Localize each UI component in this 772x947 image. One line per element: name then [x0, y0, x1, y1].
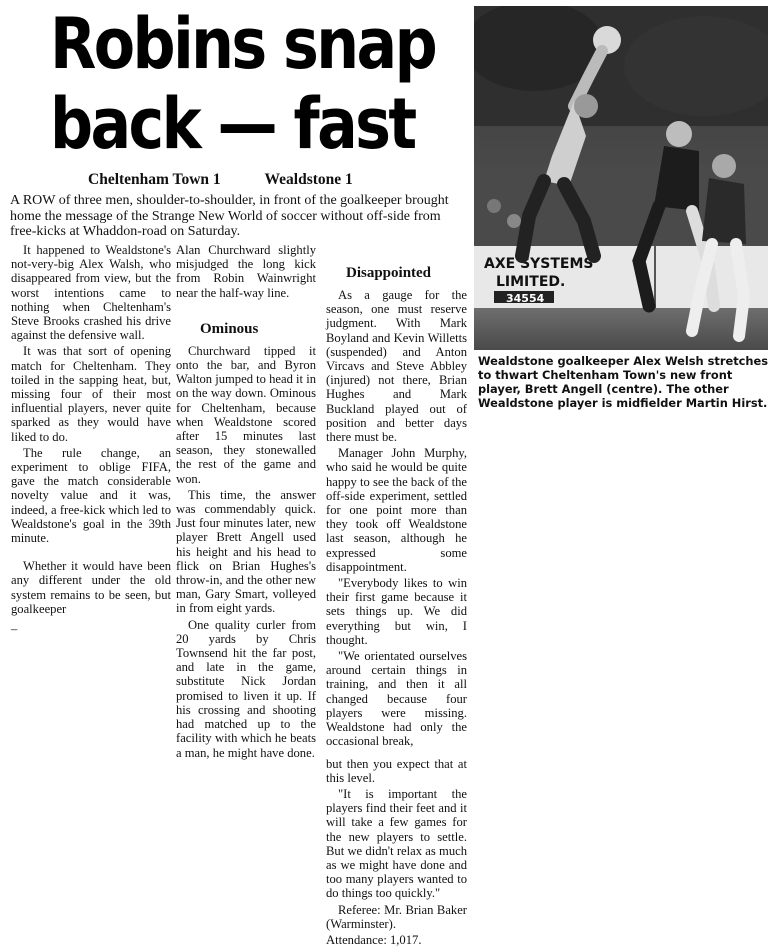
article-column-1: [11, 243, 171, 636]
match-photo: [474, 6, 768, 350]
article-column-2: [176, 243, 316, 760]
paragraph: Whether it would have been any different under the old system remains to be seen, but goalkeeper: [11, 559, 171, 616]
away-team-score: Wealdstone 1: [264, 171, 353, 188]
intro-paragraph: A ROW of three men, shoulder-to-shoulder, in front of the goalkeeper brought home the message of the Strange New World of soccer without off-side from free-kicks at Whaddon-road on Saturday.: [10, 193, 449, 239]
paragraph: It was that sort of opening match for Cheltenham. They toiled in the sapping heat, but, missing four of their most influential players, never quite sparked as they would have liked to do.: [11, 344, 171, 444]
article-column-3: [326, 264, 467, 947]
home-team-score: Cheltenham Town 1: [88, 171, 221, 188]
paragraph: As a gauge for the season, one must reserve judgment. With Mark Boyland and Kevin Willetts (suspended) and Anton Vircavs and Steve Abbley (injured) not there, Brian Hughes and Mark Buckland played out of position and better days there must be.: [326, 288, 467, 445]
paragraph: "We orientated ourselves around certain things in training, and then it all changed because four players were missing. Wealdstone had only the occasional break,: [326, 649, 467, 749]
paragraph: Churchward tipped it onto the bar, and Byron Walton jumped to head it in on the way down. Ominous for Cheltenham, because when Wealdstone scored after 15 minutes last season, they stonewalled the rest of the game and won.: [176, 343, 316, 486]
headline: [50, 3, 436, 165]
headline-line-1: Robins snap: [50, 3, 436, 85]
photo-caption: Wealdstone goalkeeper Alex Welsh stretches to thwart Cheltenham Town's new front player, Brett Angell (centre). The other Wealdstone player is midfielder Martin Hirst.: [478, 354, 769, 410]
paragraph: Alan Churchward slightly misjudged the long kick from Robin Wainwright near the half-way line.: [176, 243, 316, 300]
paragraph: The rule change, an experiment to oblige FIFA, gave the match considerable novelty value and it was, indeed, a free-kick which led to Wealdstone's goal in the 39th minute.: [11, 445, 171, 546]
paragraph: Manager John Murphy, who said he would be quite happy to see the back of the off-side experiment, settled for one point more than they took off Wealdstone last season, although he expressed some disappointment.: [326, 446, 467, 574]
subhead-ominous: Ominous: [200, 320, 259, 337]
paragraph: "It is important the players find their feet and it will take a few games for the new players to settle. But we didn't relax as much as we might have done and too many players wanted to do things too quickly.": [326, 786, 467, 901]
match-photo-drawing: [474, 6, 768, 350]
paragraph: This time, the answer was commendably quick. Just four minutes later, new player Brett Angell used his height and his head to flick on Brian Hughes's throw-in, and the other new man, Gary Smart, volleyed in from eight yards.: [176, 487, 316, 616]
headline-line-2: back — fast: [50, 83, 415, 165]
scoreline: [88, 171, 468, 189]
paragraph: "Everybody likes to win their first game because it sets things up. We did everything but win, I thought.: [326, 576, 467, 647]
paragraph: Attendance: 1,017.: [326, 932, 422, 947]
column-divider-dash: –: [11, 622, 18, 637]
board-text-1: AXE SYSTEMS: [484, 256, 594, 272]
paragraph: but then you expect that at this level.: [326, 756, 467, 785]
board-text-2: LIMITED.: [496, 274, 566, 290]
board-text-3: 34554: [506, 292, 545, 305]
subhead-disappointed: Disappointed: [346, 265, 432, 281]
paragraph: Referee: Mr. Brian Baker (Warminster).: [326, 902, 467, 931]
paragraph: One quality curler from 20 yards by Chris Townsend hit the far post, and late in the game, substitute Nick Jordan promised to liven it up. If his crossing and shooting had matched up to the facility with which he beats a man, he might have done.: [176, 617, 316, 760]
paragraph: It happened to Wealdstone's not-very-big Alex Walsh, who disappeared from view, but the worst intentions came to nothing when Cheltenham's Steve Brooks crashed his drive against the defensive wall.: [11, 243, 171, 343]
